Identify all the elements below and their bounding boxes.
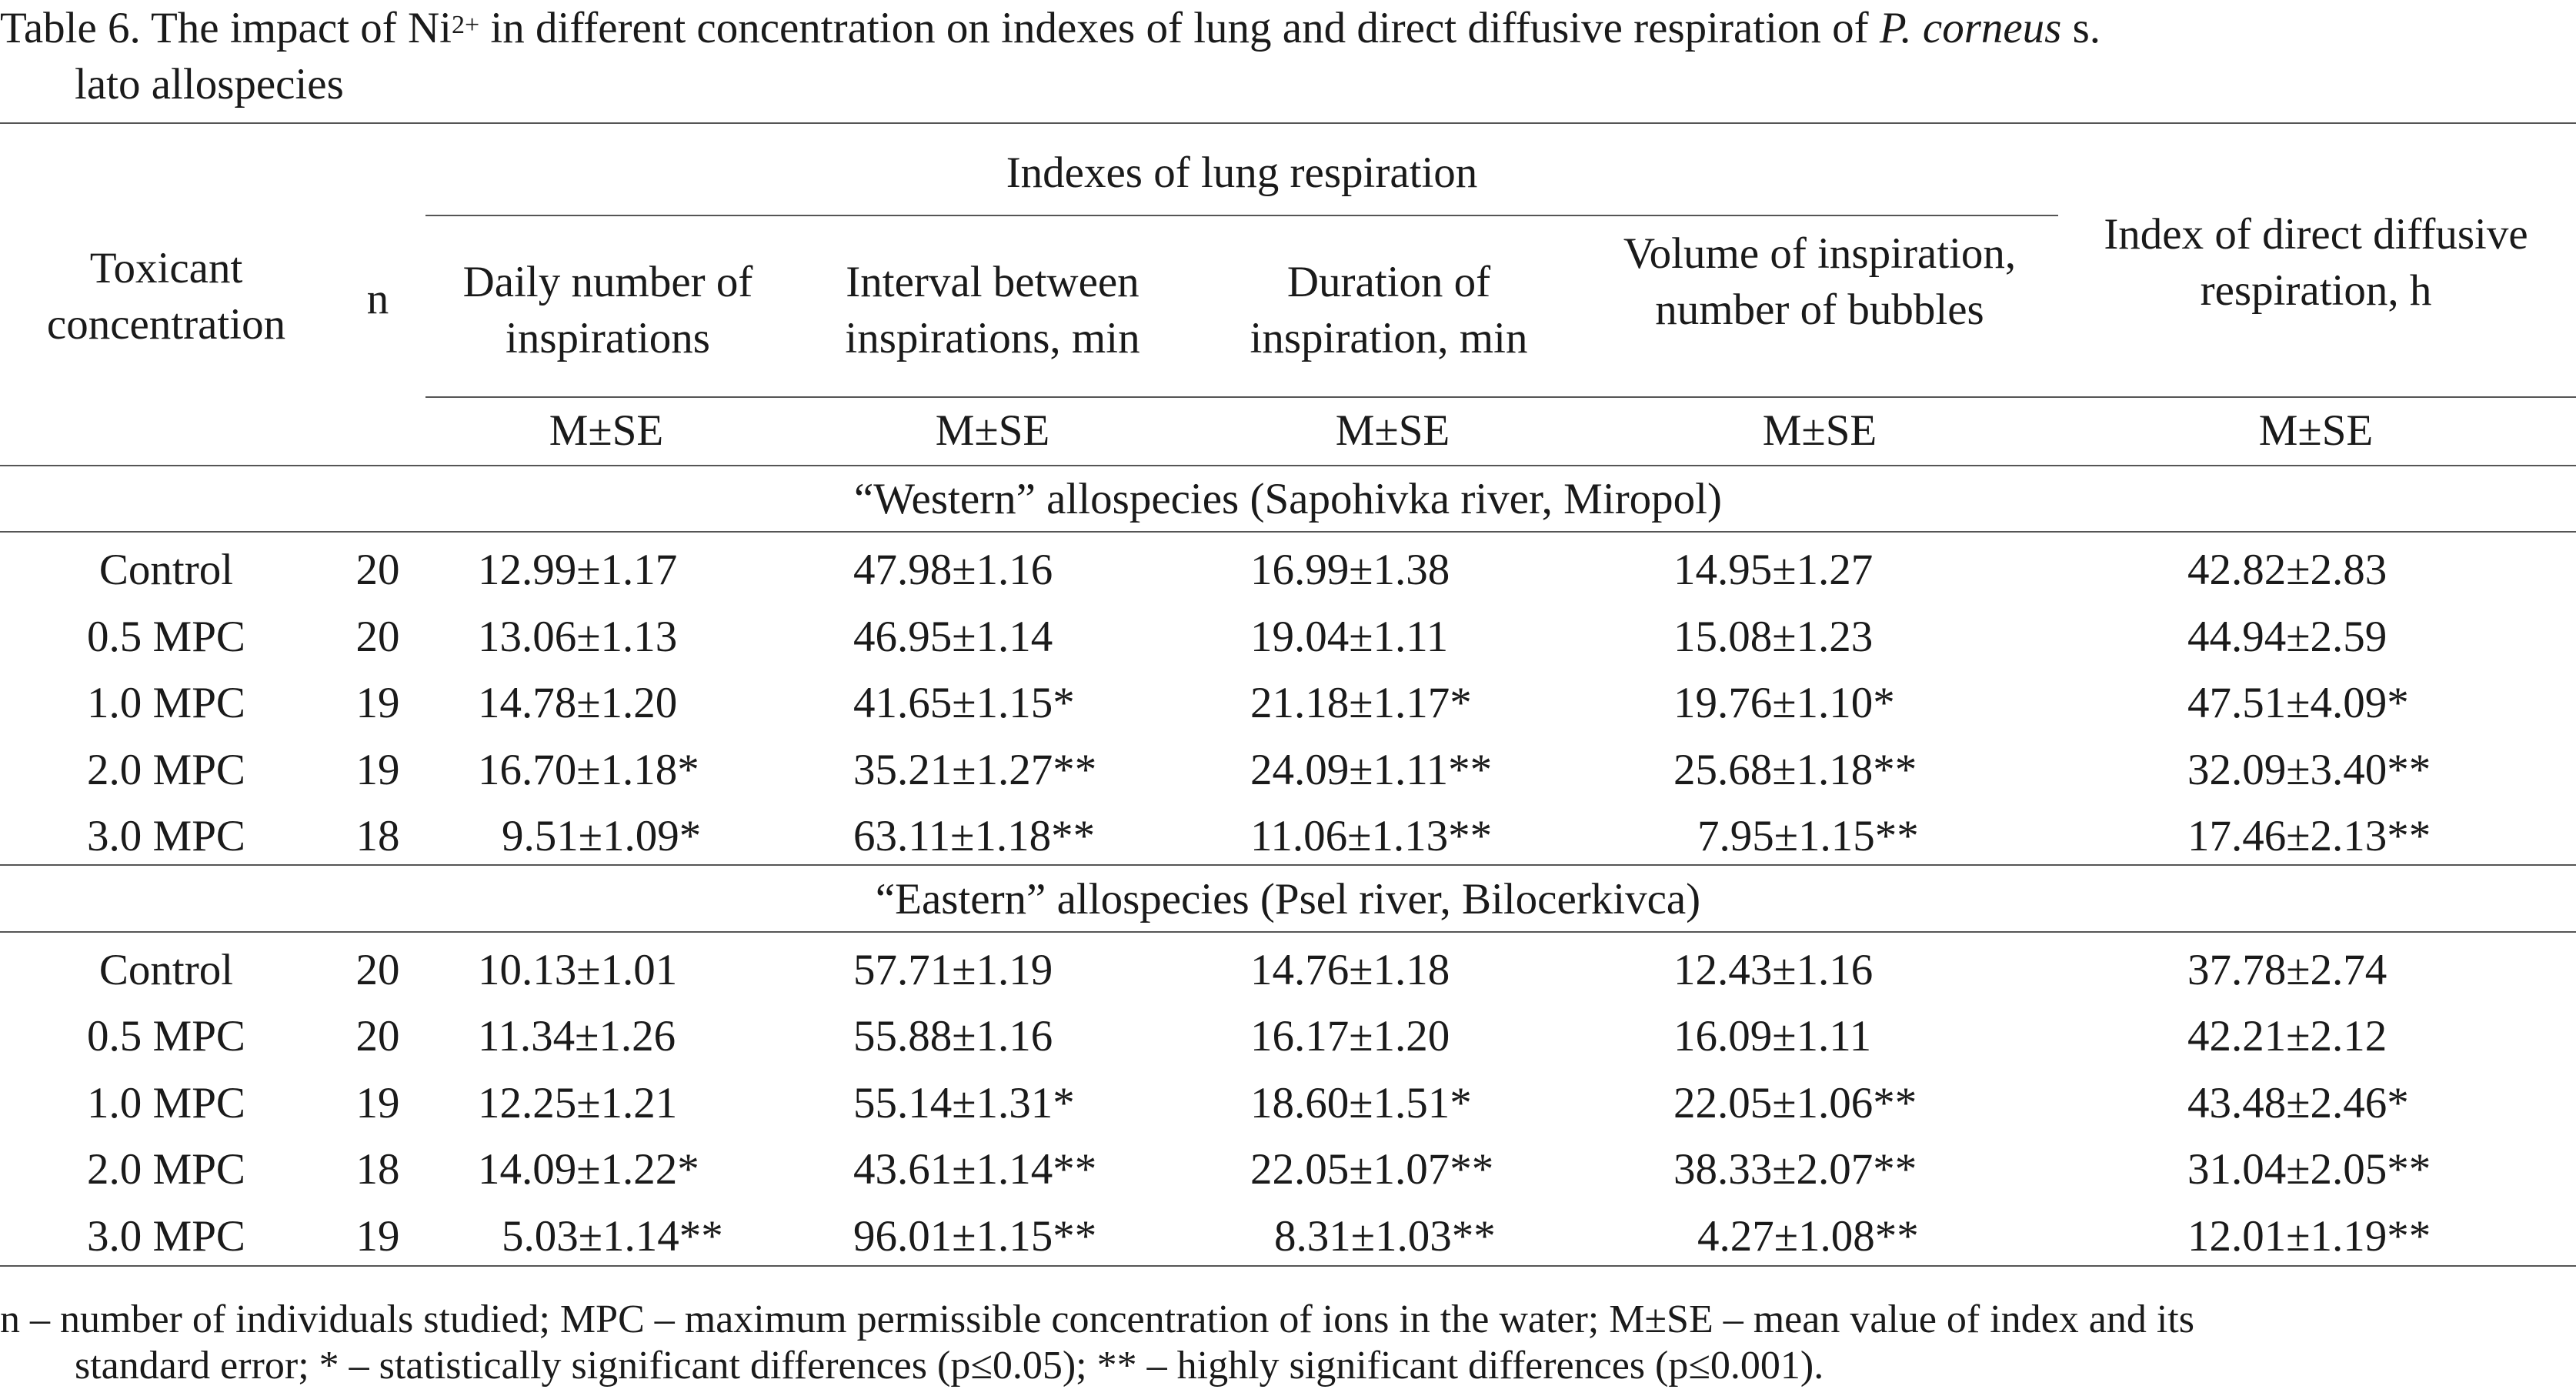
cell-volume: 16.09±1.11 bbox=[1673, 1012, 1872, 1060]
cell-concentration: Control bbox=[98, 946, 234, 994]
table-caption bbox=[0, 0, 2576, 112]
cell-interval: 43.61±1.14** bbox=[853, 1145, 1097, 1194]
cell-n: 20 bbox=[355, 946, 400, 994]
cell-n: 19 bbox=[355, 679, 400, 727]
cell-interval: 96.01±1.15** bbox=[853, 1212, 1097, 1261]
cell-duration: 22.05±1.07** bbox=[1250, 1145, 1494, 1194]
cell-daily: 5.03±1.14** bbox=[502, 1212, 723, 1261]
top-rule bbox=[0, 122, 2576, 124]
footnote-line-1: n – number of individuals studied; MPC – maximum permissible concentration of ions in the water; M±SE – mean value of index and its bbox=[0, 1297, 2194, 1341]
cell-concentration: 2.0 MPC bbox=[87, 1145, 245, 1194]
cell-n: 20 bbox=[355, 613, 400, 661]
stat-label-daily: M±SE bbox=[549, 406, 664, 455]
cell-daily: 12.99±1.17 bbox=[478, 546, 678, 594]
cell-volume: 25.68±1.18** bbox=[1673, 746, 1917, 794]
cell-daily: 14.78±1.20 bbox=[478, 679, 678, 727]
cell-n: 18 bbox=[355, 812, 400, 860]
cell-daily: 9.51±1.09* bbox=[502, 812, 702, 860]
cell-interval: 47.98±1.16 bbox=[853, 546, 1053, 594]
footnote-line-2: standard error; * – statistically significant differences (p≤0.05); ** – highly significant differences (p≤0.001). bbox=[75, 1344, 1824, 1388]
cell-direct: 32.09±3.40** bbox=[2187, 746, 2431, 794]
cell-interval: 35.21±1.27** bbox=[853, 746, 1097, 794]
table-row bbox=[0, 1136, 2576, 1203]
header-duration: Duration of inspiration, min bbox=[1250, 258, 1528, 362]
header-bottom-rule bbox=[0, 465, 2576, 466]
cell-direct: 43.48±2.46* bbox=[2187, 1079, 2409, 1127]
cell-direct: 47.51±4.09* bbox=[2187, 679, 2409, 727]
cell-duration: 8.31±1.03** bbox=[1274, 1212, 1496, 1261]
stat-label-volume: M±SE bbox=[1762, 406, 1877, 455]
cell-duration: 14.76±1.18 bbox=[1250, 946, 1450, 994]
cell-interval: 55.88±1.16 bbox=[853, 1012, 1053, 1060]
cell-direct: 31.04±2.05** bbox=[2187, 1145, 2431, 1194]
cell-daily: 16.70±1.18* bbox=[478, 746, 699, 794]
cell-volume: 12.43±1.16 bbox=[1673, 946, 1874, 994]
table-row bbox=[0, 803, 2576, 870]
cell-duration: 16.99±1.38 bbox=[1250, 546, 1450, 594]
table-row bbox=[0, 937, 2576, 1004]
cell-volume: 15.08±1.23 bbox=[1673, 613, 1874, 661]
section-title-eastern: “Eastern” allospecies (Psel river, Bilocerkivca) bbox=[875, 875, 1701, 923]
table-row bbox=[0, 1003, 2576, 1070]
cell-duration: 21.18±1.17* bbox=[1250, 679, 1472, 727]
cell-concentration: 0.5 MPC bbox=[87, 613, 245, 661]
cell-daily: 10.13±1.01 bbox=[478, 946, 678, 994]
cell-duration: 19.04±1.11 bbox=[1250, 613, 1449, 661]
cell-duration: 24.09±1.11** bbox=[1250, 746, 1493, 794]
cell-direct: 17.46±2.13** bbox=[2187, 812, 2431, 860]
header-interval: Interval between inspirations, min bbox=[845, 258, 1140, 362]
section1-rule bbox=[0, 531, 2576, 533]
cell-interval: 55.14±1.31* bbox=[853, 1079, 1075, 1127]
group-rule bbox=[425, 215, 2058, 216]
cell-n: 19 bbox=[355, 1212, 400, 1261]
caption-text-suffix: s. bbox=[2061, 4, 2101, 52]
cell-direct: 44.94±2.59 bbox=[2187, 613, 2387, 661]
table-row bbox=[0, 736, 2576, 803]
cell-concentration: 0.5 MPC bbox=[87, 1012, 245, 1060]
cell-duration: 18.60±1.51* bbox=[1250, 1079, 1472, 1127]
cell-interval: 57.71±1.19 bbox=[853, 946, 1053, 994]
cell-direct: 42.21±2.12 bbox=[2187, 1012, 2387, 1060]
header-volume: Volume of inspiration, number of bubbles bbox=[1623, 229, 2017, 334]
cell-direct: 37.78±2.74 bbox=[2187, 946, 2387, 994]
header-direct-respiration: Index of direct diffusive respiration, h bbox=[2104, 210, 2528, 315]
stat-label-direct: M±SE bbox=[2258, 406, 2374, 455]
section-title-western: “Western” allospecies (Sapohivka river, Miropol) bbox=[853, 475, 1722, 523]
cell-volume: 4.27±1.08** bbox=[1697, 1212, 1919, 1261]
table-footnote bbox=[0, 1297, 2576, 1389]
caption-species: P. corneus bbox=[1879, 4, 2062, 52]
cell-concentration: 1.0 MPC bbox=[87, 1079, 245, 1127]
header-lung-group: Indexes of lung respiration bbox=[1006, 149, 1478, 197]
cell-volume: 19.76±1.10* bbox=[1673, 679, 1895, 727]
cell-daily: 14.09±1.22* bbox=[478, 1145, 699, 1194]
caption-line-2: lato allospecies bbox=[75, 60, 344, 109]
cell-n: 19 bbox=[355, 1079, 400, 1127]
cell-daily: 13.06±1.13 bbox=[478, 613, 678, 661]
cell-concentration: 3.0 MPC bbox=[87, 812, 245, 860]
cell-direct: 12.01±1.19** bbox=[2187, 1212, 2431, 1261]
cell-concentration: Control bbox=[98, 546, 234, 594]
header-n: n bbox=[366, 275, 389, 323]
table-row bbox=[0, 1203, 2576, 1270]
cell-daily: 11.34±1.26 bbox=[478, 1012, 676, 1060]
cell-volume: 22.05±1.06** bbox=[1673, 1079, 1917, 1127]
header-toxicant-concentration: Toxicant concentration bbox=[46, 244, 286, 349]
cell-volume: 7.95±1.15** bbox=[1697, 812, 1919, 860]
cell-volume: 14.95±1.27 bbox=[1673, 546, 1874, 594]
stat-label-interval: M±SE bbox=[935, 406, 1050, 455]
stat-rule bbox=[425, 396, 2576, 398]
caption-superscript: 2+ bbox=[451, 11, 480, 39]
table-row bbox=[0, 603, 2576, 670]
cell-direct: 42.82±2.83 bbox=[2187, 546, 2387, 594]
cell-concentration: 2.0 MPC bbox=[87, 746, 245, 794]
table-row bbox=[0, 536, 2576, 603]
cell-concentration: 3.0 MPC bbox=[87, 1212, 245, 1261]
cell-daily: 12.25±1.21 bbox=[478, 1079, 678, 1127]
header-daily-inspirations: Daily number of inspirations bbox=[462, 258, 753, 362]
cell-interval: 41.65±1.15* bbox=[853, 679, 1075, 727]
section2-rule bbox=[0, 931, 2576, 933]
cell-n: 20 bbox=[355, 1012, 400, 1060]
cell-n: 19 bbox=[355, 746, 400, 794]
cell-concentration: 1.0 MPC bbox=[87, 679, 245, 727]
table-row bbox=[0, 670, 2576, 736]
stat-label-duration: M±SE bbox=[1335, 406, 1450, 455]
cell-volume: 38.33±2.07** bbox=[1673, 1145, 1917, 1194]
caption-text-middle: in different concentration on indexes of lung and direct diffusive respiration of bbox=[479, 4, 1880, 52]
cell-interval: 63.11±1.18** bbox=[853, 812, 1096, 860]
caption-text: Table 6. The impact of Ni bbox=[0, 4, 452, 52]
cell-n: 18 bbox=[355, 1145, 400, 1194]
cell-n: 20 bbox=[355, 546, 400, 594]
cell-duration: 16.17±1.20 bbox=[1250, 1012, 1450, 1060]
table-row bbox=[0, 1070, 2576, 1137]
cell-duration: 11.06±1.13** bbox=[1250, 812, 1493, 860]
cell-interval: 46.95±1.14 bbox=[853, 613, 1053, 661]
